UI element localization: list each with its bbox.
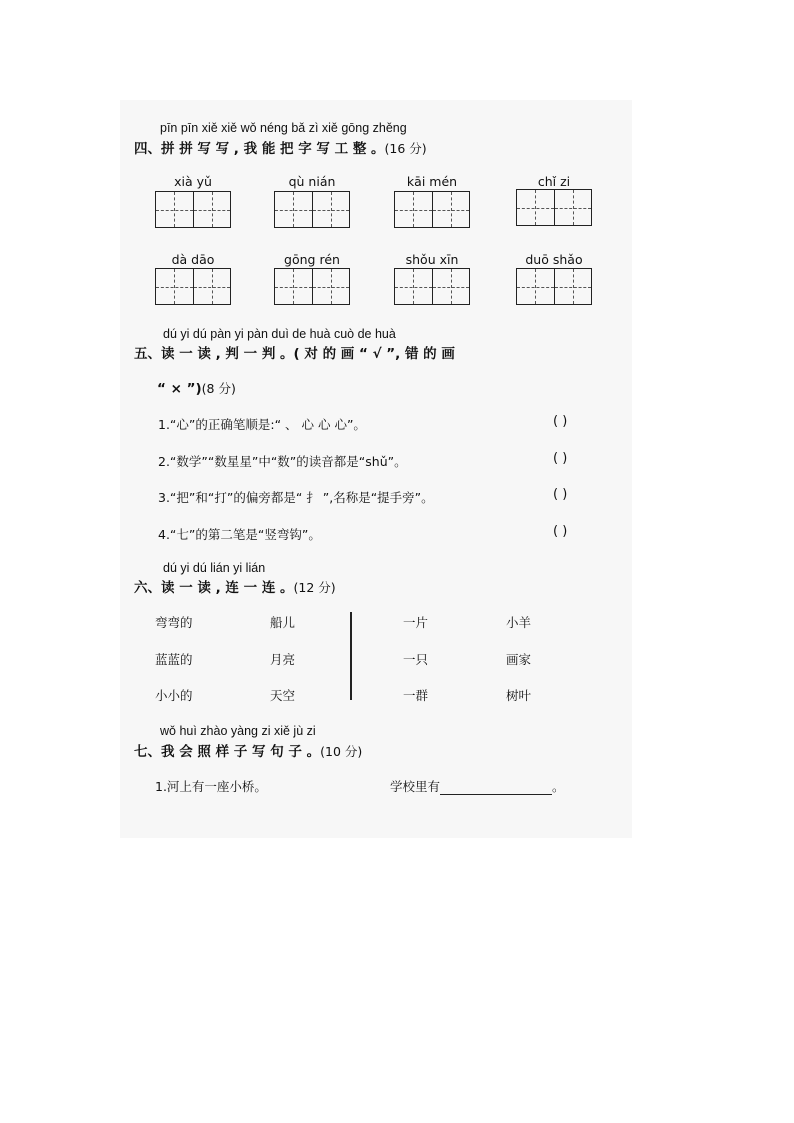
answer-paren[interactable]: ( ): [553, 524, 568, 539]
match-word[interactable]: 弯弯的: [155, 615, 193, 630]
writing-grid[interactable]: [155, 268, 231, 305]
writing-grid[interactable]: [274, 268, 350, 305]
s6-pinyin: dú yi dú lián yi lián: [163, 561, 266, 575]
match-word[interactable]: 船儿: [270, 615, 296, 630]
example-sentence: 1.河上有一座小桥。: [155, 779, 267, 794]
answer-blank[interactable]: [440, 780, 552, 795]
grid-cell[interactable]: [395, 192, 432, 227]
match-word[interactable]: 画家: [506, 652, 532, 667]
s4-pinyin: pīn pīn xiě xiě wǒ néng bǎ zì xiě gōng zhěng: [160, 121, 407, 135]
match-word[interactable]: 树叶: [506, 688, 532, 703]
s5-heading-cont: [157, 379, 236, 397]
match-word[interactable]: 月亮: [270, 652, 296, 667]
grid-cell[interactable]: [156, 269, 193, 304]
column-divider: [350, 612, 352, 700]
grid-cell[interactable]: [554, 269, 592, 304]
judge-statement: 3.“把”和“打”的偏旁都是“ 扌 ”,名称是“提手旁”。: [158, 490, 434, 505]
s4-heading: [134, 137, 427, 157]
sentence-prompt: 学校里有: [390, 779, 441, 794]
judge-statement: 4.“七”的第二笔是“竖弯钩”。: [158, 527, 321, 542]
grid-cell[interactable]: [156, 192, 193, 227]
match-word[interactable]: 小小的: [155, 688, 193, 703]
grid-cell[interactable]: [193, 269, 231, 304]
s7-title: 七、我 会 照 样 子 写 句 子 。: [134, 744, 321, 760]
grid-cell[interactable]: [193, 192, 231, 227]
writing-grid[interactable]: [516, 268, 592, 305]
s7-pinyin: wǒ huì zhào yàng zi xiě jù zi: [160, 724, 316, 738]
grid-cell[interactable]: [554, 190, 592, 225]
match-word[interactable]: 蓝蓝的: [155, 652, 193, 667]
s4-points: (16 分): [384, 141, 427, 156]
s6-points: (12 分): [293, 580, 336, 595]
match-word[interactable]: 天空: [270, 688, 296, 703]
judge-statement: 1.“心”的正确笔顺是:“ 、 心 心 心”。: [158, 417, 366, 432]
grid-pinyin: xià yǔ: [174, 174, 212, 189]
s5-points: (8 分): [201, 381, 236, 396]
s7-heading: [134, 740, 362, 760]
sentence-fill: [390, 777, 565, 795]
grid-cell[interactable]: [275, 269, 312, 304]
writing-grid[interactable]: [155, 191, 231, 228]
writing-grid[interactable]: [394, 268, 470, 305]
s5-pinyin: dú yi dú pàn yi pàn duì de huà cuò de huà: [163, 327, 396, 341]
grid-cell[interactable]: [312, 192, 350, 227]
grid-cell[interactable]: [275, 192, 312, 227]
sentence-end: 。: [552, 779, 565, 794]
match-word[interactable]: 小羊: [506, 615, 532, 630]
grid-pinyin: qù nián: [288, 174, 336, 189]
s5-title-cont: “ × ”): [157, 381, 202, 397]
answer-paren[interactable]: ( ): [553, 487, 568, 502]
grid-pinyin: dà dāo: [171, 252, 215, 267]
writing-grid[interactable]: [394, 191, 470, 228]
judge-statement: 2.“数学”“数星星”中“数”的读音都是“shǔ”。: [158, 454, 407, 469]
grid-pinyin: gōng rén: [284, 252, 340, 267]
match-word[interactable]: 一片: [403, 615, 429, 630]
grid-cell[interactable]: [395, 269, 432, 304]
writing-grid[interactable]: [274, 191, 350, 228]
grid-pinyin: duō shǎo: [525, 252, 583, 267]
grid-cell[interactable]: [432, 192, 470, 227]
grid-cell[interactable]: [432, 269, 470, 304]
answer-paren[interactable]: ( ): [553, 414, 568, 429]
grid-pinyin: shǒu xīn: [405, 252, 459, 267]
grid-pinyin: kāi mén: [406, 174, 458, 189]
s5-title: 五、读 一 读 , 判 一 判 。( 对 的 画 “ √ ”, 错 的 画: [134, 346, 455, 362]
s7-points: (10 分): [320, 744, 363, 759]
s6-heading: [134, 576, 336, 596]
s4-title: 四、拼 拼 写 写 , 我 能 把 字 写 工 整 。: [134, 141, 385, 157]
s6-title: 六、读 一 读 , 连 一 连 。: [134, 580, 294, 596]
grid-cell[interactable]: [517, 269, 554, 304]
grid-cell[interactable]: [517, 190, 554, 225]
grid-cell[interactable]: [312, 269, 350, 304]
answer-paren[interactable]: ( ): [553, 451, 568, 466]
grid-pinyin: chǐ zi: [537, 174, 571, 189]
match-word[interactable]: 一群: [403, 688, 429, 703]
writing-grid[interactable]: [516, 189, 592, 226]
match-word[interactable]: 一只: [403, 652, 429, 667]
